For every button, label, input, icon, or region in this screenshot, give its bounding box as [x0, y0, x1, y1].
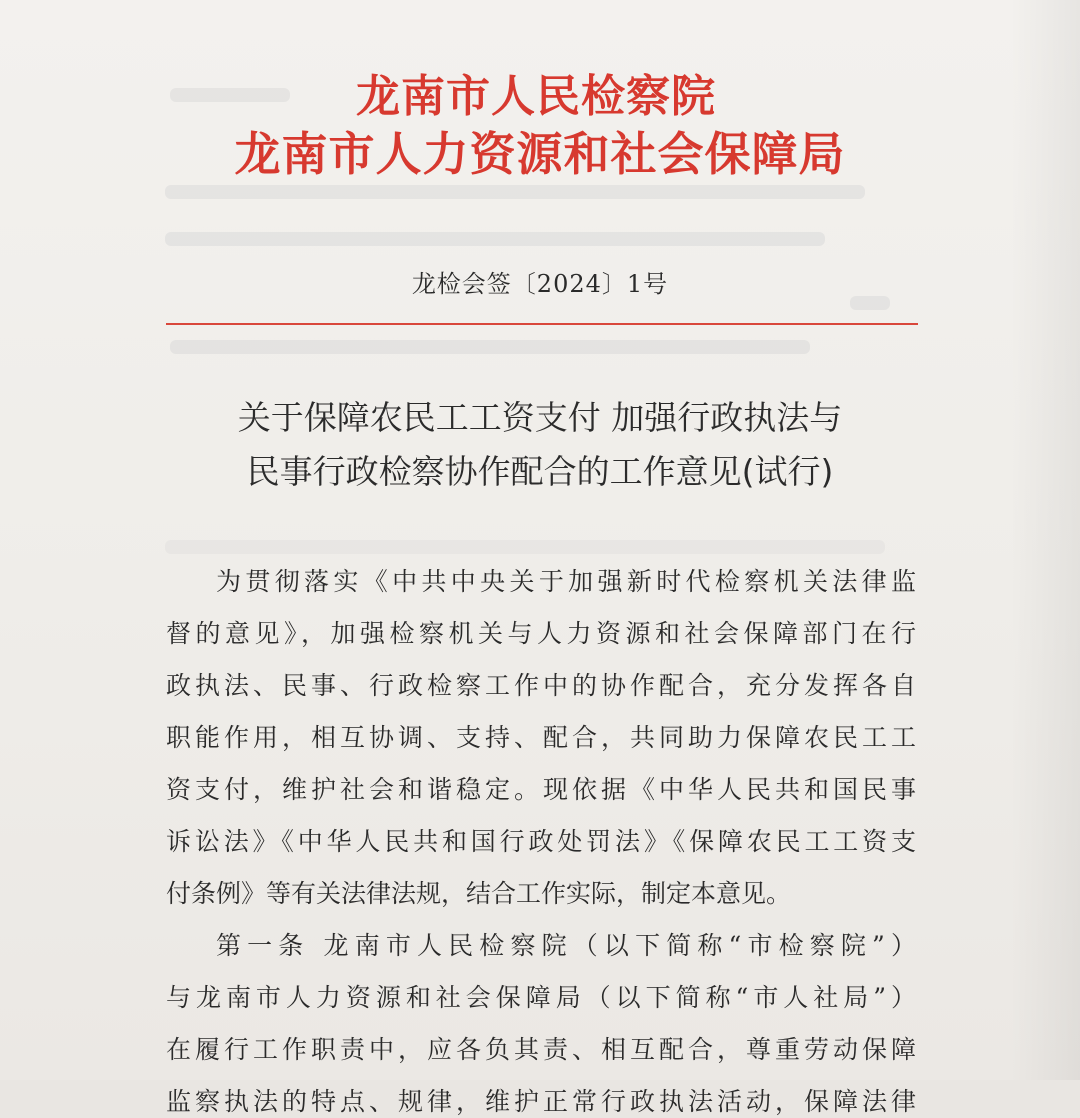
red-divider-line	[166, 323, 918, 325]
body-text-line: 付条例》等有关法律法规，结合工作实际，制定本意见。	[166, 879, 792, 908]
article-1-heading-line: 第一条 龙南市人民检察院（以下简称“市检察院”）	[216, 931, 916, 960]
bleed-through-mark	[165, 540, 885, 554]
document-title-line-2: 民事行政检察协作配合的工作意见(试行)	[246, 452, 834, 491]
document-title-line-1: 关于保障农民工工资支付 加强行政执法与	[237, 398, 843, 437]
body-text-line: 资支付，维护社会和谐稳定。现依据《中华人民共和国民事	[166, 775, 916, 804]
bleed-through-mark	[165, 185, 865, 199]
document-number: 龙检会签〔2024〕1号	[411, 270, 669, 298]
body-text-line: 监察执法的特点、规律，维护正常行政执法活动，保障法律	[166, 1087, 916, 1116]
body-text-line: 在履行工作职责中，应各负其责、相互配合，尊重劳动保障	[166, 1035, 916, 1064]
bleed-through-mark	[165, 232, 825, 246]
body-text-line: 诉讼法》《中华人民共和国行政处罚法》《保障农民工工资支	[166, 827, 916, 856]
body-text-line: 督的意见》，加强检察机关与人力资源和社会保障部门在行	[166, 619, 916, 648]
body-text-line: 职能作用，相互协调、支持、配合，共同助力保障农民工工	[166, 723, 916, 752]
issuing-authority-2: 龙南市人力资源和社会保障局	[234, 127, 846, 181]
body-text-line: 为贯彻落实《中共中央关于加强新时代检察机关法律监	[216, 567, 916, 596]
body-text-line: 与龙南市人力资源和社会保障局（以下简称“市人社局”）	[166, 983, 916, 1012]
bleed-through-mark	[170, 340, 810, 354]
issuing-authority-1: 龙南市人民检察院	[356, 71, 716, 122]
body-text-line: 政执法、民事、行政检察工作中的协作配合，充分发挥各自	[166, 671, 916, 700]
